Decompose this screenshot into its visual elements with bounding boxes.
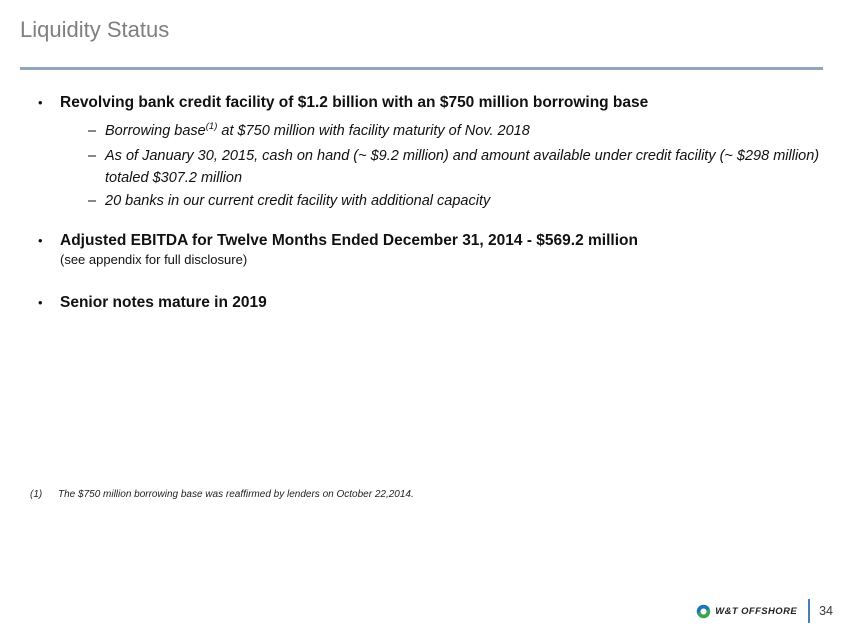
footnote-reference: (1) xyxy=(205,121,218,132)
bullet-item-senior-notes xyxy=(38,293,267,313)
company-name: W&T OFFSHORE xyxy=(715,605,798,617)
bullet-text: Revolving bank credit facility of $1.2 billion with an $750 million borrowing base xyxy=(60,94,649,111)
slide-footer xyxy=(696,597,833,625)
dash-marker: – xyxy=(88,193,97,209)
page-title: Liquidity Status xyxy=(20,17,170,42)
sub-bullet-text-suffix: at $750 million with facility maturity of Nov. 2018 xyxy=(217,123,530,139)
bullet-item-ebitda xyxy=(38,231,638,251)
sub-bullet-text xyxy=(105,120,530,142)
logo-swirl-icon xyxy=(696,604,711,619)
bullet-text: Adjusted EBITDA for Twelve Months Ended December 31, 2014 - $569.2 million xyxy=(60,232,638,249)
footnote-marker: (1) xyxy=(30,489,43,500)
sub-bullet-text: As of January 30, 2015, cash on hand (~ $9.2 million) and amount available under credit facility (~ $298 million) totaled $307.2 million xyxy=(105,148,820,186)
title-divider xyxy=(20,67,823,70)
bullet-marker: • xyxy=(38,295,43,310)
footnote-text: The $750 million borrowing base was reaffirmed by lenders on October 22,2014. xyxy=(58,489,414,500)
dash-marker: – xyxy=(88,123,97,139)
bullet-marker: • xyxy=(38,233,43,248)
bullet-text: Senior notes mature in 2019 xyxy=(60,294,267,311)
sub-bullet-text-prefix: Borrowing base xyxy=(105,123,206,139)
sub-bullet-cash-on-hand xyxy=(88,145,827,189)
company-logo xyxy=(696,604,797,619)
footer-divider xyxy=(808,599,810,623)
sub-bullet-text: 20 banks in our current credit facility with additional capacity xyxy=(105,193,491,209)
page-number: 34 xyxy=(819,604,833,618)
sub-bullet-borrowing-base xyxy=(88,120,530,142)
sub-bullet-banks xyxy=(88,190,490,212)
bullet-marker: • xyxy=(38,95,43,110)
bullet-item-credit-facility xyxy=(38,93,648,113)
dash-marker: – xyxy=(88,148,97,164)
footnote xyxy=(30,489,414,500)
appendix-note: (see appendix for full disclosure) xyxy=(60,252,248,267)
